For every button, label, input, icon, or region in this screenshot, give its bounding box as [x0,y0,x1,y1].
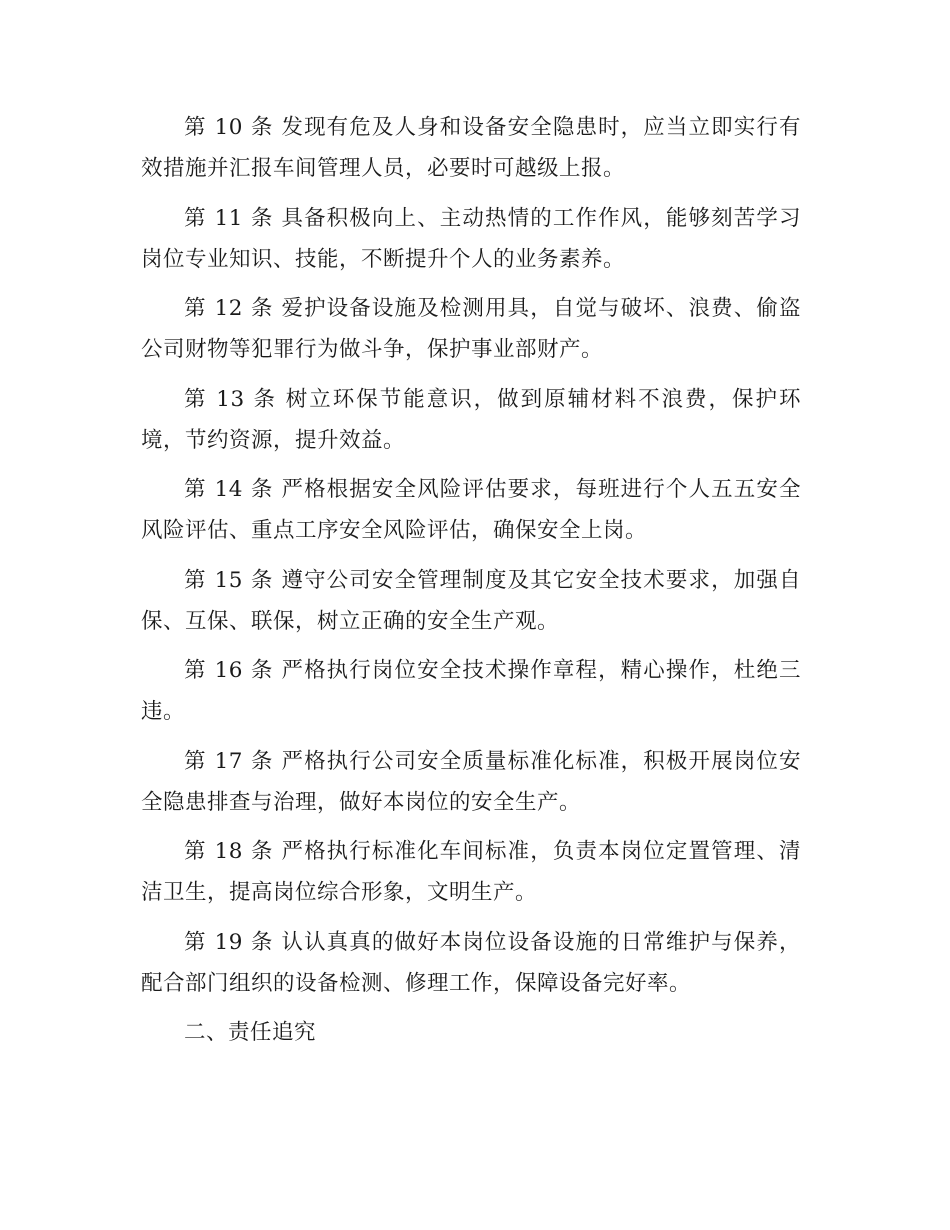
article-text: 严格执行公司安全质量标准化标准，积极开展岗位安全隐患排查与治理，做好本岗位的安全生产。 [141,748,801,815]
article-12 [141,288,801,370]
article-text: 爱护设备设施及检测用具，自觉与破坏、浪费、偷盗公司财物等犯罪行为做斗争，保护事业部财产。 [141,296,801,362]
article-text: 树立环保节能意识，做到原辅材料不浪费，保护环境，节约资源，提升效益。 [141,386,801,453]
article-text: 严格执行标准化车间标准，负责本岗位定置管理、清洁卫生，提高岗位综合形象，文明生产。 [141,839,801,905]
article-text: 发现有危及人身和设备安全隐患时，应当立即实行有效措施并汇报车间管理人员，必要时可越级上报。 [141,115,801,181]
article-label: 第 13 条 [184,386,277,412]
article-text: 严格执行岗位安全技术操作章程，精心操作，杜绝三违。 [141,658,801,724]
article-label: 第 16 条 [184,658,274,683]
article-label: 第 18 条 [184,839,274,864]
article-label: 第 14 条 [184,477,274,502]
article-label: 第 19 条 [184,929,274,955]
document-body [141,107,801,1053]
article-10 [141,107,801,189]
article-15 [141,560,801,642]
article-label: 第 10 条 [184,115,274,140]
article-text: 具备积极向上、主动热情的工作作风，能够刻苦学习岗位专业知识、技能，不断提升个人的业务素养。 [141,205,801,272]
article-text: 遵守公司安全管理制度及其它安全技术要求，加强自保、互保、联保，树立正确的安全生产观。 [141,567,801,634]
article-label: 第 11 条 [184,205,274,231]
article-16 [141,650,801,732]
section-heading: 二、责任追究 [184,1020,317,1045]
article-17 [141,741,801,823]
article-18 [141,831,801,913]
article-19 [141,922,801,1004]
article-14 [141,469,801,551]
article-11 [141,198,801,280]
article-label: 第 12 条 [184,296,274,321]
article-13 [141,379,801,461]
article-text: 认认真真的做好本岗位设备设施的日常维护与保养，配合部门组织的设备检测、修理工作，保障设备完好率。 [141,929,801,996]
article-label: 第 17 条 [184,748,274,774]
article-label: 第 15 条 [184,567,274,593]
article-text: 严格根据安全风险评估要求，每班进行个人五五安全风险评估、重点工序安全风险评估，确保安全上岗。 [141,477,801,543]
